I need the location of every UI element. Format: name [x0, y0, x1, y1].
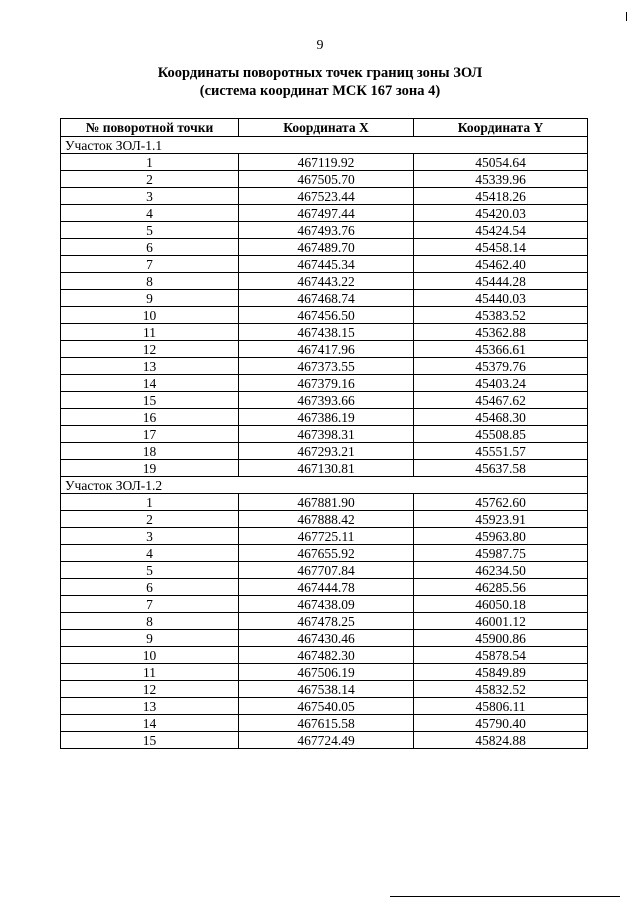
coordinate-y-cell: 45403.24	[414, 375, 588, 392]
table-row	[61, 579, 588, 596]
point-number-cell: 8	[61, 273, 239, 290]
coordinate-x-cell: 467443.22	[239, 273, 414, 290]
point-number-cell: 18	[61, 443, 239, 460]
coordinate-y-cell: 46234.50	[414, 562, 588, 579]
section-row	[61, 477, 588, 494]
coordinate-y-cell: 45468.30	[414, 409, 588, 426]
coordinate-x-cell: 467538.14	[239, 681, 414, 698]
coordinate-y-cell: 45824.88	[414, 732, 588, 749]
point-number-cell: 14	[61, 375, 239, 392]
table-row	[61, 732, 588, 749]
coordinate-x-cell: 467655.92	[239, 545, 414, 562]
table-row	[61, 239, 588, 256]
coordinate-y-cell: 45849.89	[414, 664, 588, 681]
header-point-number: № поворотной точки	[61, 119, 239, 137]
coordinate-y-cell: 45440.03	[414, 290, 588, 307]
coordinate-y-cell: 45551.57	[414, 443, 588, 460]
coordinate-y-cell: 45832.52	[414, 681, 588, 698]
point-number-cell: 7	[61, 596, 239, 613]
table-row	[61, 222, 588, 239]
point-number-cell: 1	[61, 154, 239, 171]
point-number-cell: 3	[61, 528, 239, 545]
table-row	[61, 698, 588, 715]
coordinate-y-cell: 45508.85	[414, 426, 588, 443]
table-body	[61, 137, 588, 749]
coordinate-y-cell: 45418.26	[414, 188, 588, 205]
section-row	[61, 137, 588, 154]
table-row	[61, 443, 588, 460]
header-coordinate-x: Координата X	[239, 119, 414, 137]
coordinate-x-cell: 467489.70	[239, 239, 414, 256]
coordinate-y-cell: 45900.86	[414, 630, 588, 647]
coordinate-y-cell: 45762.60	[414, 494, 588, 511]
point-number-cell: 5	[61, 562, 239, 579]
coordinate-x-cell: 467707.84	[239, 562, 414, 579]
coordinate-x-cell: 467724.49	[239, 732, 414, 749]
coordinate-y-cell: 45424.54	[414, 222, 588, 239]
coordinate-x-cell: 467293.21	[239, 443, 414, 460]
point-number-cell: 6	[61, 579, 239, 596]
coordinate-y-cell: 45054.64	[414, 154, 588, 171]
title-line-2: (система координат МСК 167 зона 4)	[199, 83, 441, 99]
table-row	[61, 596, 588, 613]
table-row	[61, 409, 588, 426]
point-number-cell: 10	[61, 307, 239, 324]
coordinate-y-cell: 45806.11	[414, 698, 588, 715]
coordinate-y-cell: 45923.91	[414, 511, 588, 528]
coordinate-x-cell: 467398.31	[239, 426, 414, 443]
point-number-cell: 15	[61, 392, 239, 409]
coordinate-y-cell: 45987.75	[414, 545, 588, 562]
coordinate-y-cell: 45462.40	[414, 256, 588, 273]
table-row	[61, 273, 588, 290]
coordinate-x-cell: 467523.44	[239, 188, 414, 205]
point-number-cell: 10	[61, 647, 239, 664]
document-title	[0, 64, 640, 100]
section-label: Участок ЗОЛ-1.1	[61, 137, 588, 154]
coordinate-y-cell: 46050.18	[414, 596, 588, 613]
table-row	[61, 528, 588, 545]
coordinate-x-cell: 467505.70	[239, 171, 414, 188]
point-number-cell: 13	[61, 358, 239, 375]
coordinate-x-cell: 467540.05	[239, 698, 414, 715]
coordinate-x-cell: 467725.11	[239, 528, 414, 545]
coordinate-y-cell: 45379.76	[414, 358, 588, 375]
table-row	[61, 154, 588, 171]
coordinate-y-cell: 45637.58	[414, 460, 588, 477]
coordinate-y-cell: 45383.52	[414, 307, 588, 324]
point-number-cell: 14	[61, 715, 239, 732]
coordinate-y-cell: 45467.62	[414, 392, 588, 409]
point-number-cell: 4	[61, 205, 239, 222]
page-number: 9	[316, 38, 324, 53]
table-row	[61, 681, 588, 698]
coordinate-y-cell: 45444.28	[414, 273, 588, 290]
corner-mark	[626, 12, 627, 21]
coordinate-x-cell: 467417.96	[239, 341, 414, 358]
point-number-cell: 12	[61, 341, 239, 358]
coordinates-table	[60, 118, 588, 749]
table-row	[61, 290, 588, 307]
coordinate-x-cell: 467468.74	[239, 290, 414, 307]
coordinate-x-cell: 467445.34	[239, 256, 414, 273]
coordinate-y-cell: 46285.56	[414, 579, 588, 596]
point-number-cell: 2	[61, 171, 239, 188]
coordinate-x-cell: 467438.15	[239, 324, 414, 341]
point-number-cell: 6	[61, 239, 239, 256]
table-row	[61, 171, 588, 188]
point-number-cell: 16	[61, 409, 239, 426]
coordinate-x-cell: 467379.16	[239, 375, 414, 392]
table-row	[61, 511, 588, 528]
point-number-cell: 3	[61, 188, 239, 205]
point-number-cell: 11	[61, 664, 239, 681]
coordinate-y-cell: 45366.61	[414, 341, 588, 358]
coordinate-x-cell: 467478.25	[239, 613, 414, 630]
table-row	[61, 426, 588, 443]
coordinate-x-cell: 467430.46	[239, 630, 414, 647]
point-number-cell: 7	[61, 256, 239, 273]
point-number-cell: 8	[61, 613, 239, 630]
coordinate-x-cell: 467506.19	[239, 664, 414, 681]
header-coordinate-y: Координата Y	[414, 119, 588, 137]
coordinate-x-cell: 467881.90	[239, 494, 414, 511]
table-row	[61, 460, 588, 477]
coordinate-x-cell: 467444.78	[239, 579, 414, 596]
table-row	[61, 307, 588, 324]
table-row	[61, 630, 588, 647]
coordinate-y-cell: 45790.40	[414, 715, 588, 732]
title-line-1: Координаты поворотных точек границ зоны ЗОЛ	[157, 65, 483, 81]
point-number-cell: 2	[61, 511, 239, 528]
coordinate-x-cell: 467393.66	[239, 392, 414, 409]
coordinate-y-cell: 46001.12	[414, 613, 588, 630]
table-row	[61, 341, 588, 358]
table-row	[61, 324, 588, 341]
point-number-cell: 12	[61, 681, 239, 698]
section-label: Участок ЗОЛ-1.2	[61, 477, 588, 494]
coordinate-x-cell: 467456.50	[239, 307, 414, 324]
point-number-cell: 4	[61, 545, 239, 562]
coordinate-x-cell: 467888.42	[239, 511, 414, 528]
coordinate-x-cell: 467373.55	[239, 358, 414, 375]
coordinate-x-cell: 467119.92	[239, 154, 414, 171]
table-row	[61, 256, 588, 273]
table-row	[61, 715, 588, 732]
coordinate-y-cell: 45878.54	[414, 647, 588, 664]
table-row	[61, 375, 588, 392]
table-row	[61, 205, 588, 222]
table-row	[61, 664, 588, 681]
coordinate-x-cell: 467386.19	[239, 409, 414, 426]
point-number-cell: 11	[61, 324, 239, 341]
footer-line	[390, 896, 620, 897]
coordinate-y-cell: 45420.03	[414, 205, 588, 222]
table-row	[61, 392, 588, 409]
point-number-cell: 9	[61, 630, 239, 647]
point-number-cell: 15	[61, 732, 239, 749]
table-row	[61, 188, 588, 205]
coordinate-x-cell: 467615.58	[239, 715, 414, 732]
coordinate-y-cell: 45339.96	[414, 171, 588, 188]
coordinate-x-cell: 467438.09	[239, 596, 414, 613]
coordinate-x-cell: 467130.81	[239, 460, 414, 477]
point-number-cell: 1	[61, 494, 239, 511]
table-row	[61, 647, 588, 664]
coordinate-x-cell: 467497.44	[239, 205, 414, 222]
table-row	[61, 358, 588, 375]
point-number-cell: 13	[61, 698, 239, 715]
coordinate-y-cell: 45362.88	[414, 324, 588, 341]
point-number-cell: 9	[61, 290, 239, 307]
coordinate-x-cell: 467493.76	[239, 222, 414, 239]
table-row	[61, 545, 588, 562]
coordinate-y-cell: 45458.14	[414, 239, 588, 256]
point-number-cell: 17	[61, 426, 239, 443]
table-header-row	[61, 119, 588, 137]
table-row	[61, 494, 588, 511]
coordinate-x-cell: 467482.30	[239, 647, 414, 664]
table-row	[61, 613, 588, 630]
table-row	[61, 562, 588, 579]
coordinate-y-cell: 45963.80	[414, 528, 588, 545]
point-number-cell: 19	[61, 460, 239, 477]
point-number-cell: 5	[61, 222, 239, 239]
